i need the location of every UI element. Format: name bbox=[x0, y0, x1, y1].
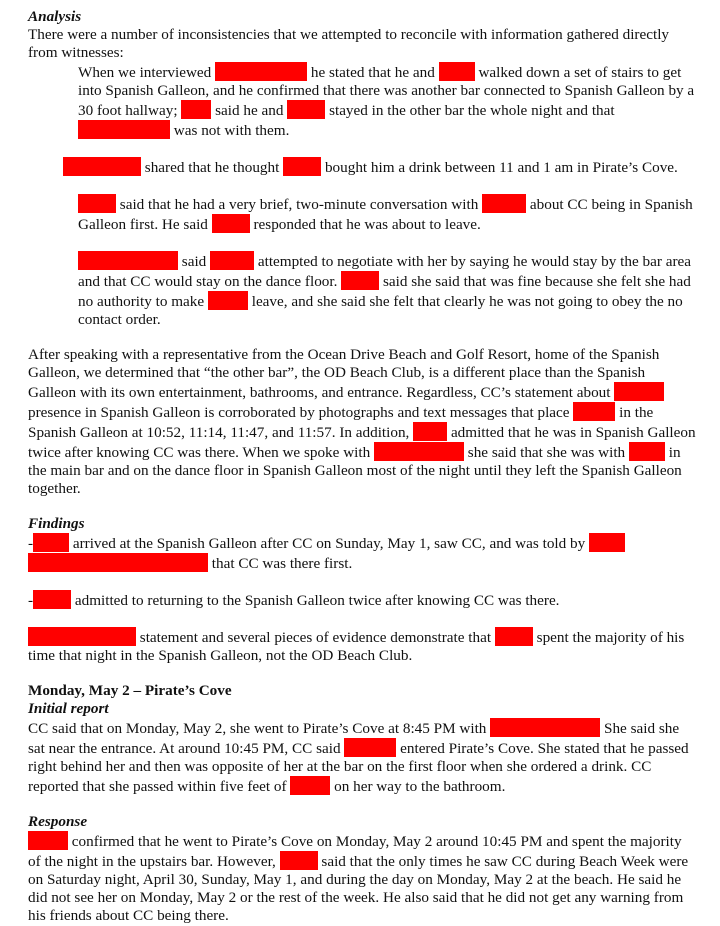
text-segment: said that the only times he saw CC during Beach Week were on Saturday night, April 30, Sunday, May 1, and during the day on Monday, May 2 at the beach. He said he did not see her on Monday, May 2 or the rest of the week. He also said that he did not get any warning from his friends about CC being there. bbox=[28, 853, 689, 924]
text-segment: said that he had a very brief, two-minute conversation with bbox=[119, 196, 479, 213]
analysis-paragraph-5 bbox=[28, 346, 696, 498]
initial-report-heading: Initial report bbox=[28, 700, 109, 717]
text-segment: bought him a drink between 11 and 1 am in Pirate’s Cove. bbox=[324, 159, 678, 176]
text-segment: admitted to returning to the Spanish Galleon twice after knowing CC was there. bbox=[74, 592, 560, 609]
redaction-box bbox=[78, 251, 178, 270]
text-segment: he stated that he and bbox=[310, 64, 435, 81]
text-segment: said she said that was fine because she felt she had no authority to make bbox=[78, 273, 691, 310]
text-segment: attempted to negotiate with her by saying he would stay by the bar area and that CC would stay on the dance floor. bbox=[78, 253, 691, 290]
text-segment: said he and bbox=[215, 102, 284, 119]
redaction-box bbox=[573, 402, 615, 421]
document-page bbox=[28, 8, 696, 925]
redaction-box bbox=[181, 100, 211, 119]
redaction-box bbox=[490, 718, 600, 737]
redaction-box bbox=[78, 120, 170, 139]
redaction-box bbox=[629, 442, 665, 461]
text-segment: in the main bar and on the dance floor in Spanish Galleon most of the night until they left the Spanish Galleon together. bbox=[28, 444, 682, 497]
text-segment: shared that he thought bbox=[144, 159, 280, 176]
analysis-paragraph-2 bbox=[78, 157, 696, 177]
redaction-box bbox=[78, 194, 116, 213]
text-segment: leave, and she said she felt that clearly he was not going to obey the no contact order. bbox=[78, 293, 683, 328]
redaction-box bbox=[63, 157, 141, 176]
redaction-box bbox=[495, 627, 533, 646]
text-segment: admitted that he was in Spanish Galleon twice after knowing CC was there. When we spoke with bbox=[28, 424, 696, 461]
text-segment: She said she sat near the entrance. At around 10:45 PM, CC said bbox=[28, 720, 680, 757]
redaction-box bbox=[482, 194, 526, 213]
text-segment: CC said that on Monday, May 2, she went to Pirate’s Cove at 8:45 PM with bbox=[28, 720, 487, 737]
text-segment: she said that she was with bbox=[467, 444, 626, 461]
text-segment: After speaking with a representative from the Ocean Drive Beach and Golf Resort, home of the Spanish Galleon, we determined that “the other bar”, the OD Beach Club, is a different place than the Spanish Galleon with its own entertainment, bathrooms, and entrance. Regardless, CC’s statement about bbox=[28, 346, 660, 401]
finding-2 bbox=[28, 590, 696, 610]
text-segment: arrived at the Spanish Galleon after CC on Sunday, May 1, saw CC, and was told by bbox=[72, 535, 586, 552]
list-dash: - bbox=[28, 592, 34, 609]
redaction-box bbox=[210, 251, 254, 270]
redaction-box bbox=[413, 422, 447, 441]
analysis-paragraph-4 bbox=[78, 251, 696, 329]
response-heading: Response bbox=[28, 813, 88, 830]
redaction-box bbox=[33, 590, 71, 609]
text-segment: statement and several pieces of evidence demonstrate that bbox=[139, 629, 492, 646]
redaction-box bbox=[290, 776, 330, 795]
text-segment: When we interviewed bbox=[78, 64, 212, 81]
findings-heading: Findings bbox=[28, 515, 85, 532]
analysis-paragraph-3 bbox=[78, 194, 696, 234]
redaction-box bbox=[589, 533, 625, 552]
redaction-box bbox=[283, 157, 321, 176]
text-segment: was not with them. bbox=[173, 122, 290, 139]
finding-1 bbox=[28, 533, 696, 573]
redaction-box bbox=[374, 442, 464, 461]
analysis-intro: There were a number of inconsistencies that we attempted to reconcile with information gathered directly from witnesses: bbox=[28, 26, 670, 61]
redaction-box bbox=[28, 831, 68, 850]
redaction-box bbox=[280, 851, 318, 870]
text-segment: said bbox=[181, 253, 207, 270]
text-segment: presence in Spanish Galleon is corroborated by photographs and text messages that place bbox=[28, 404, 570, 421]
redaction-box bbox=[33, 533, 69, 552]
initial-report-paragraph bbox=[28, 718, 696, 796]
redaction-box bbox=[215, 62, 307, 81]
text-segment: entered Pirate’s Cove. She stated that he passed right behind her and then was opposite of her at the bar on the first floor when she ordered a drink. CC reported that she passed within five feet of bbox=[28, 740, 689, 795]
text-segment: walked down a set of stairs to get into Spanish Galleon, and he confirmed that there was another bar connected to Spanish Galleon by a 30 foot hallway; bbox=[78, 64, 695, 119]
text-segment: spent the majority of his time that night in the Spanish Galleon, not the OD Beach Club. bbox=[28, 629, 685, 664]
redaction-box bbox=[212, 214, 250, 233]
redaction-box bbox=[28, 627, 136, 646]
redaction-box bbox=[208, 291, 248, 310]
text-segment: that CC was there first. bbox=[211, 555, 353, 572]
analysis-paragraph-1 bbox=[78, 62, 696, 140]
redaction-box bbox=[341, 271, 379, 290]
text-segment: about CC being in Spanish Galleon first. He said bbox=[78, 196, 693, 233]
finding-3 bbox=[28, 627, 696, 665]
monday-heading: Monday, May 2 – Pirate’s Cove bbox=[28, 682, 232, 699]
text-segment: on her way to the bathroom. bbox=[334, 778, 506, 795]
redaction-box bbox=[614, 382, 664, 401]
text-segment: in the Spanish Galleon at 10:52, 11:14, 11:47, and 11:57. In addition, bbox=[28, 404, 654, 441]
redaction-box bbox=[439, 62, 475, 81]
redaction-box bbox=[344, 738, 396, 757]
response-paragraph bbox=[28, 831, 696, 925]
text-segment: confirmed that he went to Pirate’s Cove on Monday, May 2 around 10:45 PM and spent the majority of the night in the upstairs bar. However, bbox=[28, 833, 682, 870]
analysis-heading: Analysis bbox=[28, 8, 82, 25]
redaction-box bbox=[287, 100, 325, 119]
list-dash: - bbox=[28, 535, 34, 552]
text-segment: responded that he was about to leave. bbox=[253, 216, 481, 233]
text-segment: stayed in the other bar the whole night and that bbox=[329, 102, 615, 119]
redaction-box bbox=[28, 553, 208, 572]
